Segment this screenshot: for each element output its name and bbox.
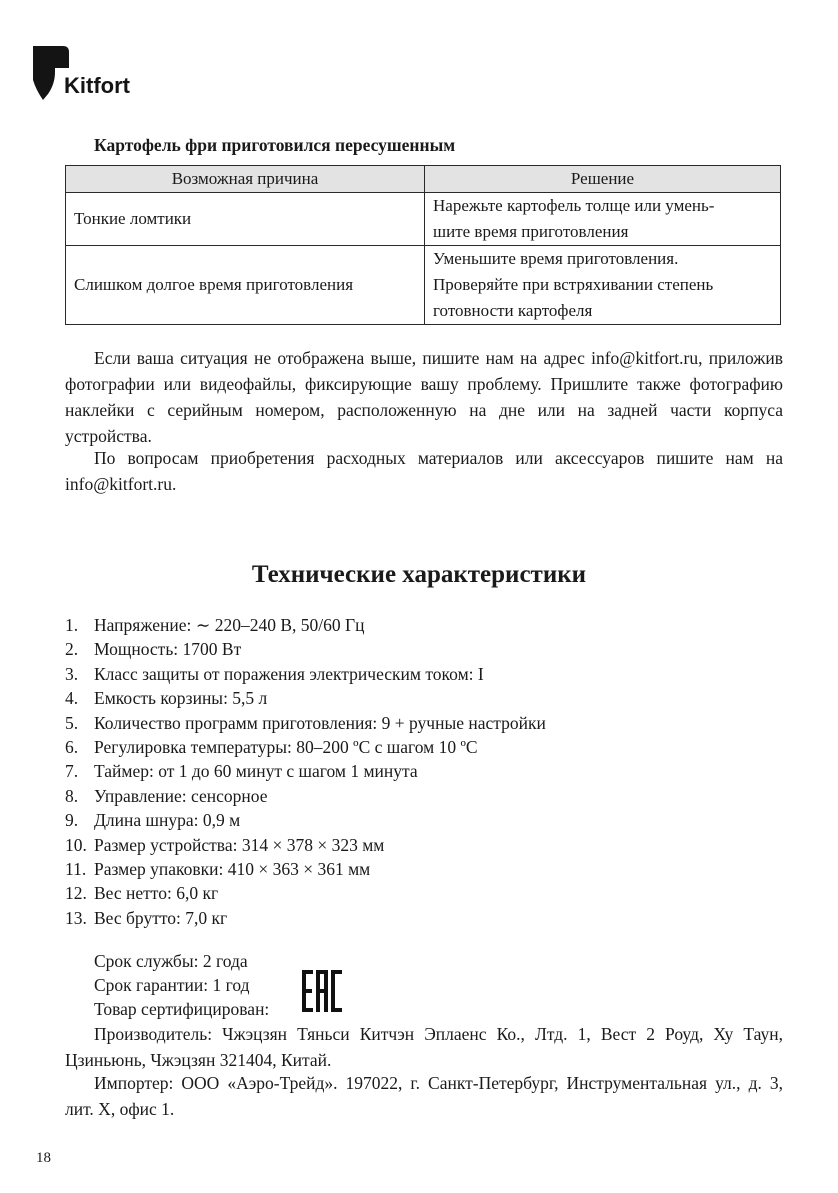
cause-cell: Тонкие ломтики xyxy=(66,193,425,246)
spec-item xyxy=(65,711,546,735)
spec-item-number: 5. xyxy=(65,712,79,733)
troubleshooting-title: Картофель фри приготовился пересушенным xyxy=(94,135,456,155)
spec-item xyxy=(65,906,546,930)
spec-item-text: Мощность: 1700 Вт xyxy=(94,639,242,660)
spec-item-number: 3. xyxy=(65,663,79,684)
importer-text: Импортер: ООО «Аэро-Трейд». 197022, г. Санкт-Петербург, Инструментальная ул., д. 3, лит. Х, офис 1. xyxy=(65,1073,783,1119)
accessories-paragraph-text: По вопросам приобретения расходных материалов или аксессуаров пишите нам на info@kitfort.ru. xyxy=(65,448,783,494)
spec-item-number: 7. xyxy=(65,761,79,782)
spec-item-text: Напряжение: ∼ 220–240 В, 50/60 Гц xyxy=(94,615,365,635)
eac-certification-icon xyxy=(302,970,342,1012)
spec-item-number: 13. xyxy=(65,907,87,928)
spec-item-number: 9. xyxy=(65,810,79,831)
table-row xyxy=(66,246,781,325)
service-life: Срок службы: 2 года xyxy=(94,951,248,971)
spec-item-text: Длина шнура: 0,9 м xyxy=(94,810,241,831)
solution-cell xyxy=(425,193,781,246)
troubleshooting-table xyxy=(65,165,781,325)
cause-cell: Слишком долгое время приготовления xyxy=(66,246,425,325)
spec-item xyxy=(65,662,546,686)
spec-item xyxy=(65,613,546,637)
spec-item-text: Емкость корзины: 5,5 л xyxy=(94,688,268,709)
column-header-cause: Возможная причина xyxy=(66,166,425,193)
solution-line: Нарежьте картофель толще или умень- xyxy=(433,196,715,215)
table-header-row xyxy=(66,166,781,193)
spec-item-number: 6. xyxy=(65,737,79,758)
spec-item xyxy=(65,833,546,857)
table-row xyxy=(66,193,781,246)
solution-line: шите время приготовления xyxy=(433,222,629,241)
spec-item-number: 12. xyxy=(65,883,87,904)
solution-line: Проверяйте при встряхивании степень xyxy=(433,275,714,294)
spec-item-number: 10. xyxy=(65,834,87,855)
spec-item xyxy=(65,808,546,832)
spec-item xyxy=(65,857,546,881)
solution-line: готовности картофеля xyxy=(433,301,593,320)
spec-item xyxy=(65,735,546,759)
spec-item xyxy=(65,637,546,661)
spec-item xyxy=(65,784,546,808)
spec-item xyxy=(65,881,546,905)
contact-paragraph-text: Если ваша ситуация не отображена выше, пишите нам на адрес info@kitfort.ru, приложив фотографии или видеофайлы, фиксирующие вашу проблему. Пришлите также фотографию наклейки с серийным номером, расположенную на дне или на задней части корпуса устройства. xyxy=(65,348,783,446)
spec-item-text: Размер упаковки: 410 × 363 × 361 мм xyxy=(94,859,371,880)
page-number: 18 xyxy=(36,1150,51,1166)
spec-item-text: Размер устройства: 314 × 378 × 323 мм xyxy=(94,834,385,855)
solution-line: Уменьшите время приготовления. xyxy=(433,249,679,268)
warranty-period: Срок гарантии: 1 год xyxy=(94,975,250,995)
column-header-solution: Решение xyxy=(425,166,781,193)
spec-item-text: Управление: сенсорное xyxy=(94,785,268,806)
solution-cell xyxy=(425,246,781,325)
manufacturer-paragraph xyxy=(65,1021,783,1073)
accessories-paragraph xyxy=(65,445,783,497)
spec-item xyxy=(65,759,546,783)
spec-item xyxy=(65,686,546,710)
spec-item-text: Вес брутто: 7,0 кг xyxy=(94,907,228,928)
manufacturer-text: Производитель: Чжэцзян Тяньси Китчэн Эплаенс Ко., Лтд. 1, Вест 2 Роуд, Ху Таун, Цзиньюнь, Чжэцзян 321404, Китай. xyxy=(65,1024,783,1070)
spec-item-number: 4. xyxy=(65,688,79,709)
specs-list xyxy=(65,613,546,930)
spec-item-number: 8. xyxy=(65,785,79,806)
importer-paragraph xyxy=(65,1070,783,1122)
contact-paragraph xyxy=(65,345,783,449)
spec-item-number: 11. xyxy=(65,859,87,880)
brand-name: Kitfort xyxy=(64,73,130,98)
spec-item-text: Вес нетто: 6,0 кг xyxy=(94,883,219,904)
spec-item-text: Количество программ приготовления: 9 + ручные настройки xyxy=(94,712,546,733)
spec-item-number: 1. xyxy=(65,615,79,635)
certification-label: Товар сертифицирован: xyxy=(94,999,270,1019)
spec-item-text: Регулировка температуры: 80–200 ºС с шагом 10 ºС xyxy=(94,737,478,758)
spec-item-text: Таймер: от 1 до 60 минут с шагом 1 минута xyxy=(94,761,418,782)
specs-heading: Технические характеристики xyxy=(251,561,587,588)
spec-item-text: Класс защиты от поражения электрическим током: I xyxy=(94,663,484,684)
spec-item-number: 2. xyxy=(65,639,79,660)
